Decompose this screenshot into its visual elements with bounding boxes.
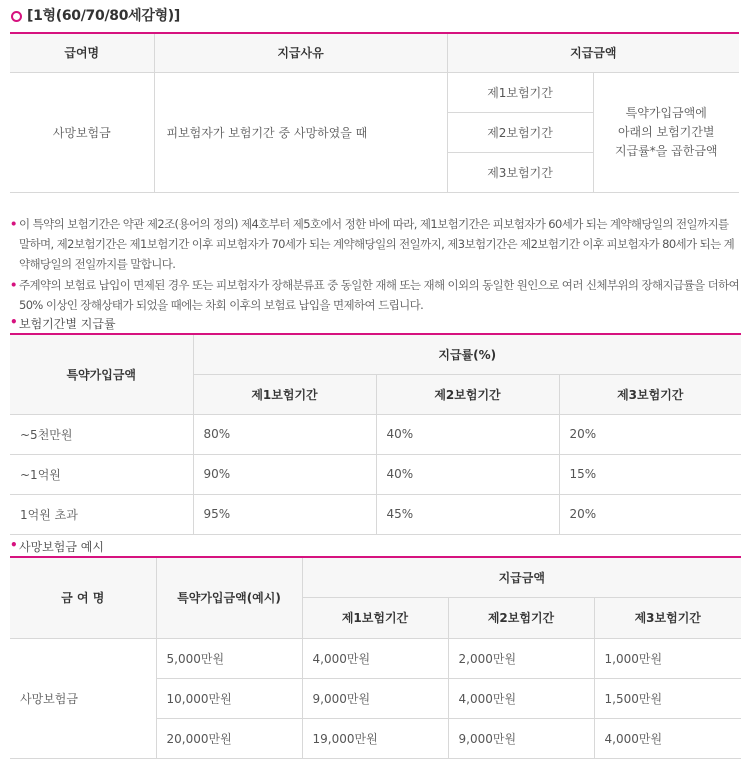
header-amount: 특약가입금액(예시) [156,557,302,638]
header-payment: 지급금액 [302,557,741,597]
benefit-table [10,32,739,193]
header-period: 제1보험기간 [302,597,448,638]
period-cell: 제1보험기간 [447,72,593,112]
payment-cell: 19,000만원 [302,718,448,758]
table-row [10,638,741,678]
header-period: 제3보험기간 [559,374,741,414]
page-title-row [11,5,180,25]
header-period: 제2보험기간 [376,374,559,414]
section-title-example [10,539,104,555]
rate-table [10,333,741,535]
header-period: 제1보험기간 [193,374,376,414]
table-row [10,454,741,494]
header-benefit-name: 급여명 [10,33,154,72]
rate-cell: 40% [376,454,559,494]
header-amount: 지급금액 [447,33,739,72]
reason-cell: 피보험자가 보험기간 중 사망하였을 때 [154,72,447,192]
rate-cell: 20% [559,494,741,534]
page-title: [1형(60/70/80세감형)] [27,8,181,24]
amount-line: 지급률*을 곱한금액 [614,143,718,158]
note-item [10,214,740,274]
period-cell: 제3보험기간 [447,152,593,192]
section-title-text: 보험기간별 지급률 [19,317,116,331]
rate-cell: 40% [376,414,559,454]
rate-cell: 95% [193,494,376,534]
payment-cell: 4,000만원 [302,638,448,678]
payment-cell: 4,000만원 [594,718,741,758]
amount-cell: 10,000만원 [156,678,302,718]
header-period: 제3보험기간 [594,597,741,638]
circle-bullet-icon [11,11,22,22]
payment-cell: 1,500만원 [594,678,741,718]
header-period: 제2보험기간 [448,597,594,638]
payment-cell: 9,000만원 [302,678,448,718]
bullet-icon: • [10,538,18,552]
rate-cell: 45% [376,494,559,534]
table-row [10,414,741,454]
rate-cell: 15% [559,454,741,494]
header-name: 금 여 명 [10,557,156,638]
payment-cell: 2,000만원 [448,638,594,678]
payment-cell: 9,000만원 [448,718,594,758]
bullet-icon: • [10,278,17,292]
section-title-rate [10,316,116,332]
note-item [10,275,740,315]
benefit-name-cell: 사망보험금 [10,72,154,192]
row-label: ~1억원 [10,454,193,494]
bullet-icon: • [10,217,17,231]
payment-cell: 4,000만원 [448,678,594,718]
table-row [10,494,741,534]
rate-cell: 90% [193,454,376,494]
rate-cell: 80% [193,414,376,454]
section-title-text: 사망보험금 예시 [19,540,104,554]
note-text: 이 특약의 보험기간은 약관 제2조(용어의 정의) 제4호부터 제5호에서 정한 바에 따라, 제1보험기간은 피보험자가 60세가 되는 계약해당일의 전일까지를 말하며, 제2보험기간은 제1보험기간 이후 피보험자가 70세가 되는 계약해당일의 전일까지, 제3보험기간은 제2보험기간 이후 피보험자가 80세가 되는 계약해당일의 전일까지를 말합니다. [19,217,735,271]
amount-cell: 20,000만원 [156,718,302,758]
rate-cell: 20% [559,414,741,454]
amount-description-cell [593,72,739,192]
period-cell: 제2보험기간 [447,112,593,152]
amount-cell: 5,000만원 [156,638,302,678]
note-text: 주계약의 보험료 납입이 면제된 경우 또는 피보험자가 장해분류표 중 동일한 재해 또는 재해 이외의 동일한 원인으로 여러 신체부위의 장해지급률을 더하여 50% 이상인 장해상태가 되었을 때에는 차회 이후의 보험료 납입을 면제하여 드립니다. [19,278,740,312]
benefit-name-cell: 사망보험금 [10,638,156,758]
bullet-icon: • [10,315,18,329]
notes-list [10,214,740,316]
row-label: 1억원 초과 [10,494,193,534]
header-rate: 지급률(%) [193,334,741,374]
row-label: ~5천만원 [10,414,193,454]
amount-line: 아래의 보험기간별 [617,124,715,139]
death-benefit-example-table [10,556,741,759]
amount-line: 특약가입금액에 [625,105,707,120]
header-amount: 특약가입금액 [10,334,193,414]
payment-cell: 1,000만원 [594,638,741,678]
header-reason: 지급사유 [154,33,447,72]
